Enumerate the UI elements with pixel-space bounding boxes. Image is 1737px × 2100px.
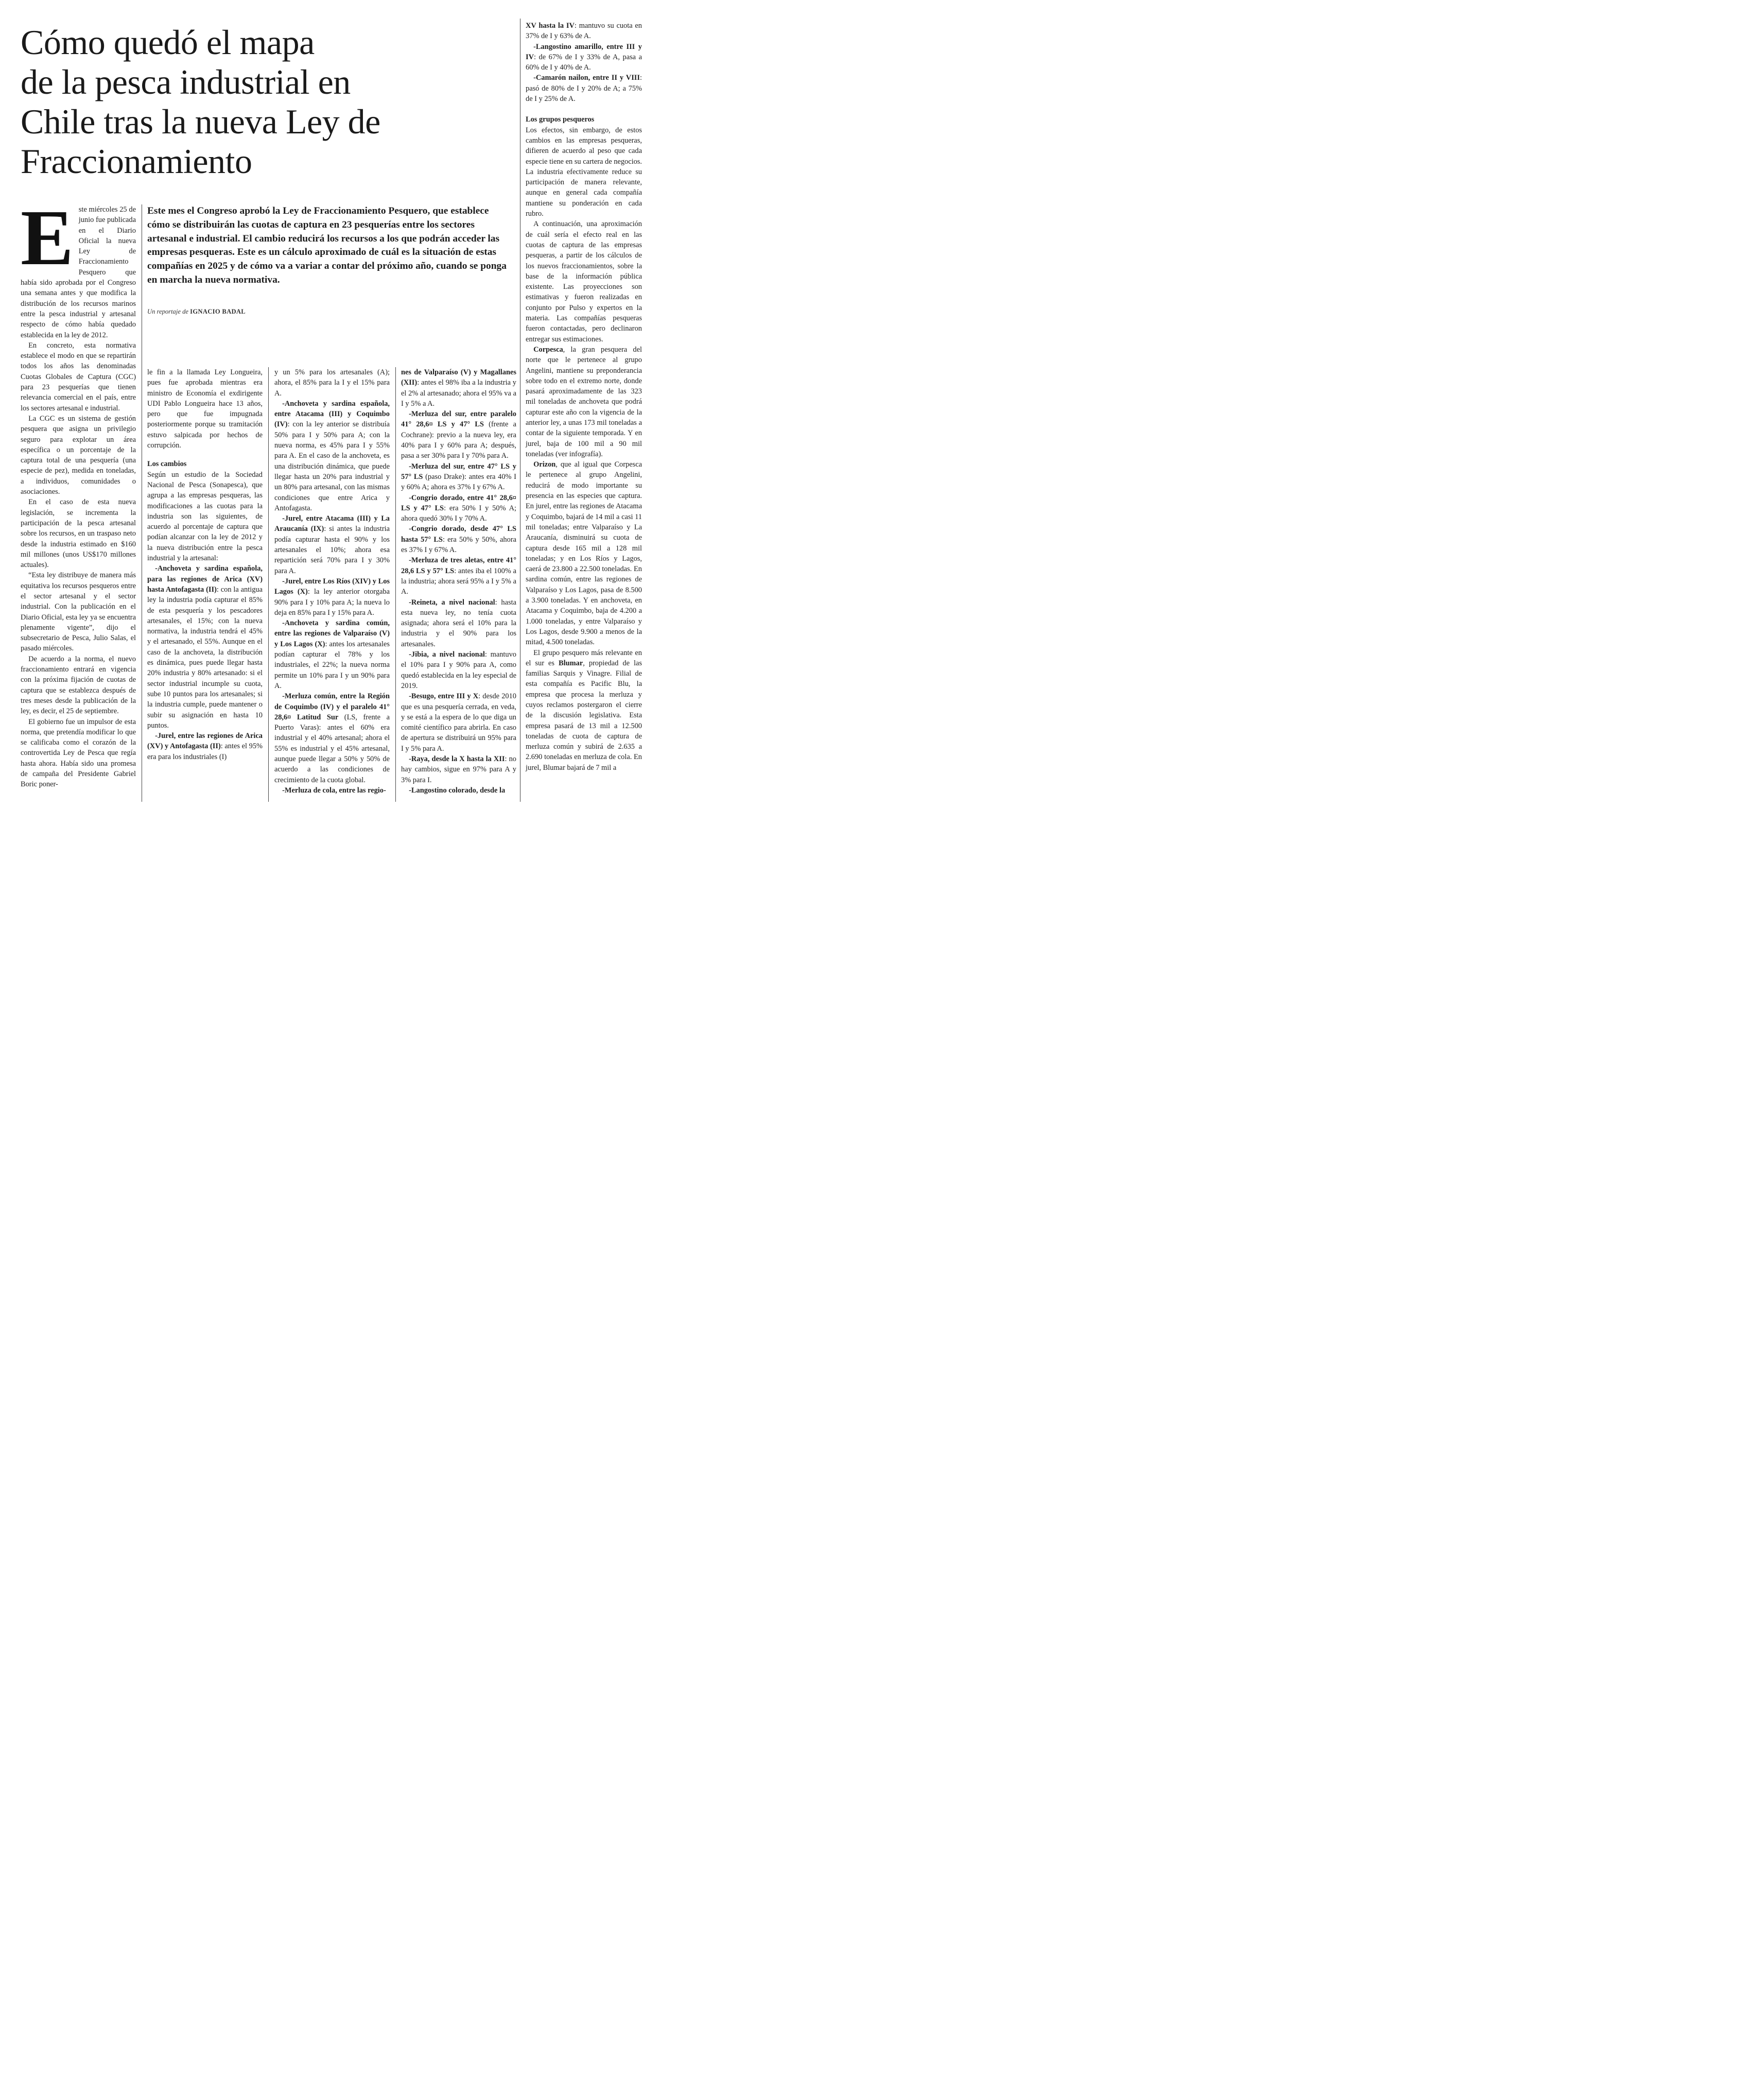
- column-rule: [395, 367, 396, 802]
- article-column-3: [274, 367, 390, 796]
- list-item: [401, 649, 516, 691]
- item-text: (LS, frente a Puerto Varas): antes el 60% era industrial y el 40% artesanal; ahora el 55% es industrial y el 45% artesanal, aunque puede llegar a 50% y 50% de acuerdo a las condiciones de crecimiento de la cuota global.: [274, 713, 390, 784]
- item-title: -Merluza del sur, entre 47° LS y 57° LS: [401, 462, 516, 481]
- list-item: [274, 618, 390, 691]
- list-item: [401, 754, 516, 785]
- list-item: [274, 576, 390, 618]
- item-text: : antes el 98% iba a la industria y el 2% al artesanado; ahora el 95% va a I y 5% a A.: [401, 378, 516, 408]
- item-text: : hasta esta nueva ley, no tenía cuota asignada; ahora será el 10% para la industria y el 90% para los artesanales.: [401, 598, 516, 648]
- list-item: [147, 563, 263, 731]
- byline-prefix: Un reportaje de: [147, 308, 188, 315]
- item-title: -Reineta, a nivel nacional: [409, 598, 495, 607]
- list-item: [401, 691, 516, 754]
- item-text: : era 50% y 50%, ahora es 37% I y 67% A.: [401, 535, 516, 555]
- byline-author: IGNACIO BADAL: [190, 308, 246, 315]
- item-title: -Langostino colorado, desde la: [409, 786, 506, 795]
- company-name: Corpesca: [533, 345, 563, 354]
- item-title: -Merluza de tres aletas, entre 41° 28,6 LS y 57° LS: [401, 556, 516, 575]
- item-title: -Besugo, entre III y X: [409, 692, 479, 701]
- article-column-5: [526, 21, 642, 773]
- item-title: -Camarón nailon, entre II y VIII: [533, 74, 640, 82]
- drop-cap: E: [21, 194, 74, 282]
- item-title: -Anchoveta y sardina común, entre las regiones de Valparaíso (V) y Los Lagos (X): [274, 619, 390, 648]
- lead-paragraph: Este mes el Congreso aprobó la Ley de Fraccionamiento Pesquero, que establece cómo se distribuirán las cuotas de captura en 23 pesquerías entre los sectores artesanal e industrial. El cambio reducirá los recursos a los que podrán acceder las empresas pesqueras. Este es un cálculo aproximado de cuál es la situación de estas compañías en 2025 y de cómo va a variar a contar del próximo año, cuando se ponga en marcha la nueva normativa.: [147, 205, 507, 285]
- paragraph-text: , propiedad de las familias Sarquis y Vinagre. Filial de esta compañía es Pacific Blu, la empresa que procesa la merluza y cuyos reclamos postergaron el cierre de la discusión legislativa. Esta empresa pasará de 13 mil a 12.500 toneladas de cuota de captura de merluza común y subirá de 2.635 a 2.690 toneladas en merluza de cola. En jurel, Blumar bajará de 7 mil a: [526, 659, 642, 772]
- item-title: -Congrio dorado, entre 41° 28,6¤ LS y 47° LS: [401, 493, 516, 512]
- item-title: -Anchoveta y sardina española, para las regiones de Arica (XV) hasta Antofagasta (II): [147, 564, 263, 594]
- item-text: : desde 2010 que es una pesquería cerrada, en veda, y se está a la espera de lo que diga un comité científico para abrirla. En caso de apertura se distribuirá un 95% para I y 5% para A.: [401, 692, 516, 753]
- newspaper-page: [0, 0, 669, 808]
- article-column-4: [401, 367, 516, 796]
- list-item: [401, 524, 516, 555]
- list-item: [401, 367, 516, 409]
- list-item: [526, 42, 642, 73]
- item-title: -Merluza común, entre la Región de Coquimbo (IV) y el paralelo 41° 28,6¤ Latitud Sur: [274, 692, 390, 721]
- item-title: -Raya, desde la X hasta la XII: [409, 754, 505, 763]
- item-text: (frente a Cochrane): previo a la nueva ley, era 40% para I y 60% para A; después, pasa a ser 30% para I y 70% para A.: [401, 420, 516, 460]
- paragraph: [526, 459, 642, 647]
- paragraph: En concreto, esta normativa establece el modo en que se repartirán todos los años las denominadas Cuotas Globales de Captura (CGC) para 23 pesquerías que tienen relevancia comercial en el país, entre los sectores artesanal e industrial.: [21, 341, 136, 412]
- list-item: [401, 597, 516, 649]
- paragraph-text: , que al igual que Corpesca le pertenece al grupo Angelini, reducirá de modo importante su presencia en las especies que captura. En jurel, entre las regiones de Atacama y Coquimbo, bajará de 14 mil a casi 11 mil toneladas; entre Valparaíso y La Araucanía, disminuirá su cuota de captura desde 165 mil a 128 mil toneladas; y en Los Ríos y Lagos, caerá de 23.800 a 22.500 toneladas. En sardina común, entre las regiones de Valparaíso y Los Lagos, pasa de 8.500 a 3.900 toneladas. Y en anchoveta, en Atacama y Coquimbo, baja de 4.200 a 1.000 toneladas, y entre Valparaíso y Los Lagos, desde 9.900 a menos de la mitad, 4.500 toneladas.: [526, 460, 642, 647]
- item-text: (paso Drake): antes era 40% I y 60% A; ahora es 37% I y 67% A.: [401, 472, 516, 492]
- list-item: [274, 691, 390, 785]
- list-item: [274, 399, 390, 513]
- paragraph-text: El grupo pesquero más relevante en el sur es: [526, 648, 642, 667]
- list-item: [401, 461, 516, 493]
- list-item: [274, 513, 390, 576]
- byline: [147, 308, 246, 316]
- item-text: : mantuvo el 10% para I y 90% para A, como quedó establecida en la ley especial de 2019.: [401, 650, 516, 690]
- list-item: [526, 73, 642, 104]
- list-item: [526, 21, 642, 42]
- paragraph: De acuerdo a la norma, el nuevo fraccionamiento entrará en vigencia con la próxima fijación de cuotas de captura que se establezca después de tres meses desde la publicación de la ley, es decir, el 25 de septiembre.: [21, 655, 136, 716]
- headline: [21, 23, 515, 181]
- item-title: -Jibia, a nivel nacional: [409, 650, 485, 659]
- paragraph-text: , la gran pesquera del norte que le pertenece al grupo Angelini, mantiene su preponderancia sobre todo en el extremo norte, donde pasará aproximadamente de las 323 mil toneladas de anchoveta que podrá capturar este año con la vigencia de la anterior ley, a unas 173 mil toneladas a contar de la siguiente temporada. Y en jurel, baja de 100 mil a 90 mil toneladas (ver infografía).: [526, 345, 642, 458]
- headline-line-4: Fraccionamiento: [21, 142, 252, 181]
- item-title: XV hasta la IV: [526, 22, 575, 30]
- paragraph: La CGC es un sistema de gestión pesquera que asigna un privilegio seguro para explotar un área específica o un porcentaje de la captura total de una pesquería (una especie de pez), medida en toneladas, a individuos, comunidades o asociaciones.: [21, 414, 136, 496]
- item-text: : de 67% de I y 33% de A, pasa a 60% de I y 40% de A.: [526, 53, 642, 72]
- paragraph: Según un estudio de la Sociedad Nacional de Pesca (Sonapesca), que agrupa a las empresas pesqueras, las modificaciones a las cuotas para la industria son las siguientes, de acuerdo al porcentaje de captura que podían alcanzar con la ley de 2012 y la nueva distribución entre la pesca industrial y la artesanal:: [147, 470, 263, 563]
- item-text: : pasó de 80% de I y 20% de A; a 75% de I y 25% de A.: [526, 74, 642, 104]
- company-name: Blumar: [559, 659, 583, 667]
- list-item: [401, 409, 516, 461]
- item-text: : si antes la industria podía capturar hasta el 90% y los artesanales el 10%; ahora esa repartición será 70% para I y 30% para A.: [274, 525, 390, 575]
- subhead-los-cambios: Los cambios: [147, 460, 187, 469]
- paragraph: [526, 345, 642, 459]
- item-title: -Langostino amarillo, entre III y IV: [526, 42, 642, 61]
- item-text: : era 50% I y 50% A; ahora quedó 30% I y 70% A.: [401, 504, 516, 523]
- item-text: : mantuvo su cuota en 37% de I y 63% de A.: [526, 22, 642, 41]
- paragraph: A continuación, una aproximación de cuál sería el efecto real en las cuotas de captura de las empresas pesqueras, a partir de los cálculos de los nuevos fraccionamientos, sobre la base de la información pública existente. Las proyecciones son estimativas y fueron realizadas en conjunto por Pulso y expertos en la materia. Las compañías pesqueras fueron contactadas, pero declinaron entregar sus estimaciones.: [526, 220, 642, 343]
- item-title: -Merluza del sur, entre paralelo 41° 28,6¤ LS y 47° LS: [401, 410, 516, 429]
- article-column-2: [147, 367, 263, 762]
- item-text: : la ley anterior otorgaba 90% para I y 10% para A; la nueva lo deja en 85% para I y 15% para A.: [274, 588, 390, 617]
- paragraph: ste miércoles 25 de junio fue publicada en el Diario Oficial la nueva Ley de Fraccionamiento Pesquero que había sido aprobada por el Congreso una semana antes y que modifica la distribución de los recursos marinos entre la pesca industrial y artesanal respecto de cómo había quedado establecida en la ley de 2012.: [21, 205, 136, 339]
- headline-line-3: Chile tras la nueva Ley de: [21, 102, 380, 141]
- item-title: -Anchoveta y sardina española, entre Atacama (III) y Coquimbo (IV): [274, 399, 390, 429]
- column-rule: [268, 367, 269, 802]
- subhead-grupos-pesqueros: Los grupos pesqueros: [526, 115, 595, 124]
- paragraph: y un 5% para los artesanales (A); ahora, el 85% para la I y el 15% para A.: [274, 368, 390, 398]
- list-item: [274, 785, 390, 796]
- list-item: [147, 731, 263, 762]
- paragraph: le fin a la llamada Ley Longueira, pues fue aprobada mientras era ministro de Economía el exdirigente UDI Pablo Longueira hace 13 años, pero que fue impugnada posteriormente porque su tramitación estuvo salpicada por hechos de corrupción.: [147, 368, 263, 450]
- company-name: Orizon: [533, 460, 556, 469]
- list-item: [401, 493, 516, 524]
- item-title: -Merluza de cola, entre las regio-: [282, 786, 386, 795]
- item-title: -Jurel, entre Atacama (III) y La Araucanía (IX): [274, 514, 390, 533]
- item-title: -Jurel, entre Los Ríos (XIV) y Los Lagos (X): [274, 577, 390, 596]
- item-text: : antes el 95% era para los industriales (I): [147, 742, 263, 761]
- paragraph: En el caso de esta nueva legislación, se incrementa la participación de la pesca artesanal sobre los recursos, en un traspaso neto desde la industria estimado en $160 mil millones (unos US$170 millones actuales).: [21, 498, 136, 570]
- headline-line-1: Cómo quedó el mapa: [21, 23, 315, 62]
- item-title: -Jurel, entre las regiones de Arica (XV) y Antofagasta (II): [147, 732, 263, 751]
- paragraph: Los efectos, sin embargo, de estos cambios en las empresas pesqueras, difieren de acuerdo al peso que cada especie tiene en su cartera de negocios. La industria efectivamente reduce su participación de manera relevante, aunque en general cada compañía mantiene su ponderación en cada rubro.: [526, 126, 642, 218]
- headline-line-2: de la pesca industrial en: [21, 62, 351, 101]
- paragraph: “Esta ley distribuye de manera más equitativa los recursos pesqueros entre el sector artesanal y el sector industrial. Con la publicación en el Diario Oficial, esta ley ya se encuentra plenamente vigente”, dijo el subsecretario de Pesca, Julio Salas, el pasado miércoles.: [21, 571, 136, 653]
- item-text: : con la ley anterior se distribuía 50% para I y 50% para A; con la nueva norma, es 45% para I y 55% para A. En el caso de la anchoveta, es una distribución dinámica, que puede llegar hasta un 20% para industrial y un 80% para artesanal, con las mismas condiciones que entre Arica y Antofagasta.: [274, 420, 390, 512]
- list-item: [401, 555, 516, 597]
- article-column-1: [21, 194, 136, 790]
- item-text: : antes iba el 100% a la industria; ahora será 95% a I y 5% a A.: [401, 566, 516, 596]
- paragraph: El gobierno fue un impulsor de esta norma, que pretendía modificar lo que se calificaba como el corazón de la controvertida Ley de Pesca que regía hasta ahora. Había sido una promesa de campaña del Presidente Gabriel Boric poner-: [21, 717, 136, 789]
- item-title: nes de Valparaíso (V) y Magallanes (XII): [401, 368, 516, 387]
- item-text: : no hay cambios, sigue en 97% para A y 3% para I.: [401, 754, 516, 784]
- item-text: : antes los artesanales podían capturar el 78% y los industriales, el 22%; la nueva norma permite un 10% para I y un 90% para A.: [274, 640, 390, 690]
- item-title: -Congrio dorado, desde 47° LS hasta 57° LS: [401, 525, 516, 544]
- paragraph: [526, 648, 642, 773]
- item-text: : con la antigua ley la industria podía capturar el 85% de esta pesquería y los pescadores artesanales, el 15%; con la nueva normativa, la industria tendrá el 45% y el artesanado, el 55%. Aunque en el caso de la anchoveta, la distribución es dinámica, pues puede llegar hasta 20% industria y 80% artesanado: si el sector industrial incumple su cuota, sube 10 puntos para los artesanales; si la industria cumple, puede mantener o subir su asignación en hasta 10 puntos.: [147, 585, 263, 730]
- list-item: [401, 785, 516, 796]
